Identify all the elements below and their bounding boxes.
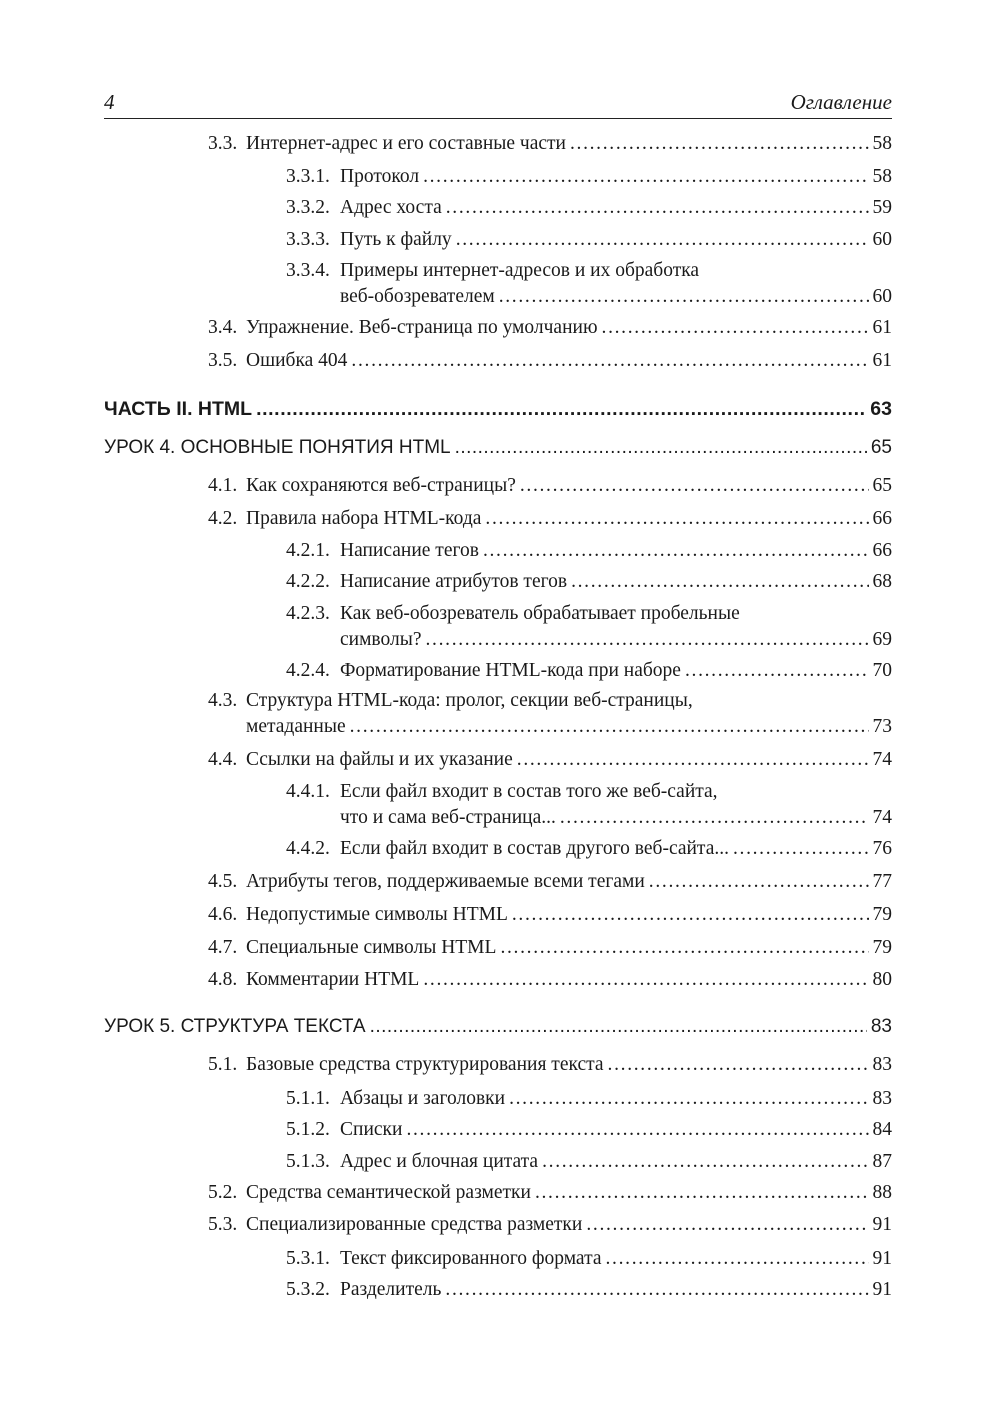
dot-leader — [426, 627, 869, 653]
toc-page: 91 — [872, 1214, 892, 1235]
toc-title: Специальные символы HTML — [246, 937, 497, 958]
toc-entry[interactable] — [208, 902, 892, 928]
toc-number: 5.1. — [208, 1054, 238, 1075]
toc-entry[interactable] — [208, 348, 892, 374]
dot-leader — [602, 315, 869, 341]
toc-page: 61 — [872, 317, 892, 338]
toc-page: 83 — [872, 1088, 892, 1109]
toc-number: 4.7. — [208, 937, 238, 958]
toc-entry[interactable] — [286, 779, 892, 831]
dot-leader — [500, 935, 868, 961]
toc-number: 4.3. — [208, 690, 238, 711]
toc-title: Средства семантической разметки — [246, 1182, 531, 1203]
dot-leader — [499, 284, 869, 310]
dot-leader — [517, 747, 869, 773]
toc-page: 84 — [872, 1119, 892, 1140]
toc-page: 69 — [872, 629, 892, 650]
toc-number: 3.3.1. — [286, 166, 330, 187]
toc-number: 4.2.3. — [286, 603, 330, 624]
toc-page: 79 — [872, 904, 892, 925]
toc-title-continued: метаданные — [246, 716, 346, 737]
toc-page: 66 — [872, 508, 892, 529]
toc-title: Как сохраняются веб-страницы? — [246, 475, 516, 496]
toc-part-entry[interactable] — [104, 396, 892, 422]
toc-number: 3.3.4. — [286, 260, 330, 281]
toc-entry[interactable] — [286, 227, 892, 253]
toc-number: 5.1.2. — [286, 1119, 330, 1140]
toc-title: Написание тегов — [340, 540, 479, 561]
toc-number: 4.2.4. — [286, 660, 330, 681]
running-title: Оглавление — [790, 90, 892, 114]
dot-leader — [586, 1212, 868, 1238]
toc-entry[interactable] — [286, 164, 892, 190]
toc-entry[interactable] — [208, 1180, 892, 1206]
dot-leader — [423, 164, 868, 190]
dot-leader — [351, 348, 868, 374]
dot-leader — [606, 1246, 869, 1272]
toc-title: Разделитель — [340, 1279, 442, 1300]
toc-entry[interactable] — [208, 869, 892, 895]
toc-title: Ссылки на файлы и их указание — [246, 749, 513, 770]
toc-number: 5.3.2. — [286, 1279, 330, 1300]
toc-title: Если файл входит в состав того же веб-сайта, — [340, 781, 718, 802]
toc-number: 5.1.3. — [286, 1151, 330, 1172]
toc-page: 74 — [872, 749, 892, 770]
toc-title: Написание атрибутов тегов — [340, 571, 568, 592]
toc-title: Ошибка 404 — [246, 350, 348, 371]
dot-leader — [685, 658, 869, 684]
toc-entry[interactable] — [208, 473, 892, 499]
toc-page: 66 — [872, 540, 892, 561]
toc-number: 4.2.1. — [286, 540, 330, 561]
toc-title: Правила набора HTML-кода — [246, 508, 482, 529]
toc-number: 5.1.1. — [286, 1088, 330, 1109]
dot-leader — [350, 714, 869, 740]
toc-title: Интернет-адрес и его составные части — [246, 133, 566, 154]
toc-page: 65 — [872, 475, 892, 496]
toc-page: 80 — [872, 969, 892, 990]
dot-leader — [370, 1014, 867, 1040]
dot-leader — [512, 902, 869, 928]
toc-page: 74 — [872, 807, 892, 828]
toc-title: Упражнение. Веб-страница по умолчанию — [246, 317, 598, 338]
toc-entry[interactable] — [208, 935, 892, 961]
dot-leader — [535, 1180, 869, 1206]
toc-lesson-entry[interactable] — [104, 435, 892, 461]
toc-title: Структура HTML-кода: пролог, секции веб-страницы, — [246, 690, 693, 711]
toc-title: Текст фиксированного формата — [340, 1248, 602, 1269]
toc-page: 76 — [872, 838, 892, 859]
toc-page: 65 — [870, 437, 892, 458]
dot-leader — [571, 569, 868, 595]
toc-page: 91 — [872, 1279, 892, 1300]
toc-title: Как веб-обозреватель обрабатывает пробельные — [340, 603, 740, 624]
dot-leader — [445, 1277, 868, 1303]
toc-title: Абзацы и заголовки — [340, 1088, 506, 1109]
toc-title: Комментарии HTML — [246, 969, 420, 990]
toc-page: 59 — [872, 197, 892, 218]
toc-page: 77 — [872, 871, 892, 892]
toc-entry[interactable] — [286, 195, 892, 221]
toc-entry[interactable] — [208, 1212, 892, 1238]
toc-page: 61 — [872, 350, 892, 371]
dot-leader — [406, 1117, 868, 1143]
toc-page: 88 — [872, 1182, 892, 1203]
toc-title: Адрес хоста — [340, 197, 442, 218]
dot-leader — [520, 473, 869, 499]
dot-leader — [649, 869, 869, 895]
toc-entry[interactable] — [286, 1149, 892, 1175]
toc-number: 4.5. — [208, 871, 238, 892]
dot-leader — [542, 1149, 868, 1175]
toc-title: Путь к файлу — [340, 229, 452, 250]
toc-number: 3.3.3. — [286, 229, 330, 250]
toc-page: 68 — [872, 571, 892, 592]
toc-number: 4.8. — [208, 969, 238, 990]
page-number: 4 — [104, 90, 115, 114]
toc-title: Примеры интернет-адресов и их обработка — [340, 260, 700, 281]
toc-entry[interactable] — [208, 967, 892, 993]
toc-entry[interactable] — [208, 315, 892, 341]
toc-page: 91 — [872, 1248, 892, 1269]
toc-lesson-entry[interactable] — [104, 1014, 892, 1040]
dot-leader — [456, 227, 869, 253]
toc-entry[interactable] — [286, 1086, 892, 1112]
toc-entry[interactable] — [208, 1052, 892, 1078]
toc-entry[interactable] — [286, 658, 892, 684]
toc-number: 3.3.2. — [286, 197, 330, 218]
toc-entry[interactable] — [286, 1246, 892, 1272]
toc-entry[interactable] — [208, 688, 892, 740]
toc-number: 5.3.1. — [286, 1248, 330, 1269]
toc-title: Атрибуты тегов, поддерживаемые всеми тегами — [246, 871, 645, 892]
toc-entry[interactable] — [286, 836, 892, 862]
dot-leader — [446, 195, 869, 221]
toc-number: 4.2.2. — [286, 571, 330, 592]
toc-part-title: ЧАСТЬ II. HTML — [104, 398, 253, 420]
toc-number: 4.4.1. — [286, 781, 330, 802]
toc-entry[interactable] — [208, 506, 892, 532]
toc-title: Адрес и блочная цитата — [340, 1151, 539, 1172]
toc-title-continued: символы? — [340, 629, 422, 650]
toc-lesson-title: УРОК 4. ОСНОВНЫЕ ПОНЯТИЯ HTML — [104, 437, 451, 458]
dot-leader — [423, 967, 868, 993]
toc-title: Списки — [340, 1119, 403, 1140]
toc-title: Протокол — [340, 166, 420, 187]
toc-page: 70 — [872, 660, 892, 681]
dot-leader — [455, 435, 867, 461]
toc-title: Недопустимые символы HTML — [246, 904, 508, 925]
toc-entry[interactable] — [286, 1117, 892, 1143]
toc-entry[interactable] — [286, 1277, 892, 1303]
toc-page: 87 — [872, 1151, 892, 1172]
dot-leader — [733, 836, 869, 862]
dot-leader — [608, 1052, 869, 1078]
dot-leader — [570, 131, 869, 157]
dot-leader — [256, 396, 866, 422]
toc-number: 5.3. — [208, 1214, 238, 1235]
toc-title: Если файл входит в состав другого веб-сайта... — [340, 838, 729, 859]
dot-leader — [483, 538, 869, 564]
dot-leader — [509, 1086, 868, 1112]
toc-number: 4.4.2. — [286, 838, 330, 859]
toc-number: 3.3. — [208, 133, 238, 154]
toc-page: 83 — [872, 1054, 892, 1075]
toc-page: 79 — [872, 937, 892, 958]
toc-page: 63 — [870, 398, 892, 420]
toc-page: 60 — [872, 286, 892, 307]
toc-number: 3.5. — [208, 350, 238, 371]
toc-number: 4.4. — [208, 749, 238, 770]
dot-leader — [485, 506, 868, 532]
toc-number: 4.6. — [208, 904, 238, 925]
toc-page: 58 — [872, 166, 892, 187]
toc-title: Базовые средства структурирования текста — [246, 1054, 604, 1075]
toc-page: 83 — [870, 1016, 892, 1037]
running-header — [104, 86, 892, 119]
toc-page: 73 — [872, 716, 892, 737]
toc-title-continued: веб-обозревателем — [340, 286, 495, 307]
toc-page: 58 — [872, 133, 892, 154]
toc-number: 4.2. — [208, 508, 238, 529]
toc-title: Специализированные средства разметки — [246, 1214, 583, 1235]
toc-number: 4.1. — [208, 475, 238, 496]
toc-entry[interactable] — [286, 538, 892, 564]
toc-entry[interactable] — [208, 747, 892, 773]
toc-page: 60 — [872, 229, 892, 250]
toc-entry[interactable] — [208, 131, 892, 157]
toc-title: Форматирование HTML-кода при наборе — [340, 660, 681, 681]
toc-entry[interactable] — [286, 258, 892, 310]
toc-entry[interactable] — [286, 569, 892, 595]
dot-leader — [560, 805, 869, 831]
toc-entry[interactable] — [286, 601, 892, 653]
toc-title-continued: что и сама веб-страница... — [340, 807, 556, 828]
toc-number: 5.2. — [208, 1182, 238, 1203]
toc-number: 3.4. — [208, 317, 238, 338]
toc-lesson-title: УРОК 5. СТРУКТУРА ТЕКСТА — [104, 1016, 366, 1037]
